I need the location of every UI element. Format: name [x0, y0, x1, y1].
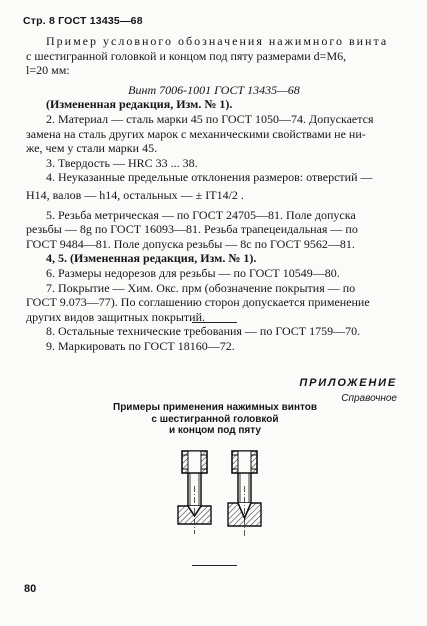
page-number: 80	[24, 583, 37, 595]
amendment-note-1: (Измененная редакция, Изм. № 1).	[46, 97, 233, 112]
item-5-line-2: резьбы — 8g по ГОСТ 16093—81. Резьба трапецеидальная — по	[26, 222, 358, 237]
item-7-line-2: ГОСТ 9.073—77). По соглашению сторон допускается применение	[26, 295, 370, 310]
example-designation: Винт 7006-1001 ГОСТ 13435—68	[128, 82, 300, 97]
appendix-title: ПРИЛОЖЕНИЕ	[299, 377, 397, 389]
item-4-line-2: Н14, валов — h14, остальных — ± IT14/2 .	[26, 187, 244, 202]
appendix-subtitle: Справочное	[341, 393, 397, 404]
item-6: 6. Размеры недорезов для резьбы — по ГОСТ 10549—80.	[46, 265, 340, 280]
screw-right	[228, 451, 261, 536]
item-3: 3. Твердость — HRC 33 ... 38.	[46, 155, 198, 170]
appendix-block	[299, 377, 397, 404]
item-7-line-3: других видов защитных покрытий.	[26, 309, 206, 324]
figure-divider	[192, 565, 237, 566]
figure-caption-line-2: с шестигранной головкой	[151, 413, 279, 425]
example-intro-line-1: Пример условного обозначения нажимного винта	[46, 34, 389, 48]
item-2-line-1: 2. Материал — сталь марки 45 по ГОСТ 1050—74. Допускается	[46, 111, 374, 126]
item-7-line-1: 7. Покрытие — Хим. Окс. прм (обозначение покрытия — по	[46, 280, 356, 295]
figure-caption-line-3: и концом под пяту	[169, 425, 261, 436]
screw-figure	[160, 446, 280, 546]
item-2-line-3: же, чем у стали марки 45.	[26, 141, 158, 156]
item-9: 9. Маркировать по ГОСТ 18160—72.	[46, 338, 235, 353]
figure-caption-line-1: Примеры применения нажимных винтов	[113, 402, 317, 413]
section-divider	[192, 322, 237, 323]
example-intro-line-2: с шестигранной головкой и концом под пяту размерами d=M6,	[26, 48, 347, 63]
page-header: Стр. 8 ГОСТ 13435—68	[23, 15, 143, 27]
item-4-line-1: 4. Неуказанные предельные отклонения размеров: отверстий —	[46, 170, 373, 185]
item-8: 8. Остальные технические требования — по ГОСТ 1759—70.	[46, 324, 361, 339]
item-2-line-2: замена на сталь других марок с механическими свойствами не ни-	[26, 126, 366, 141]
body-text	[26, 34, 402, 353]
figure-caption	[100, 402, 330, 437]
screw-left	[178, 451, 211, 534]
item-5-line-3: ГОСТ 9484—81. Поле допуска резьбы — 8с по ГОСТ 9562—81.	[26, 236, 355, 251]
amendment-note-2: 4, 5. (Измененная редакция, Изм. № 1).	[46, 251, 257, 266]
example-intro-line-3: l=20 мм:	[26, 63, 70, 78]
item-5-line-1: 5. Резьба метрическая — по ГОСТ 24705—81. Поле допуска	[46, 207, 356, 222]
